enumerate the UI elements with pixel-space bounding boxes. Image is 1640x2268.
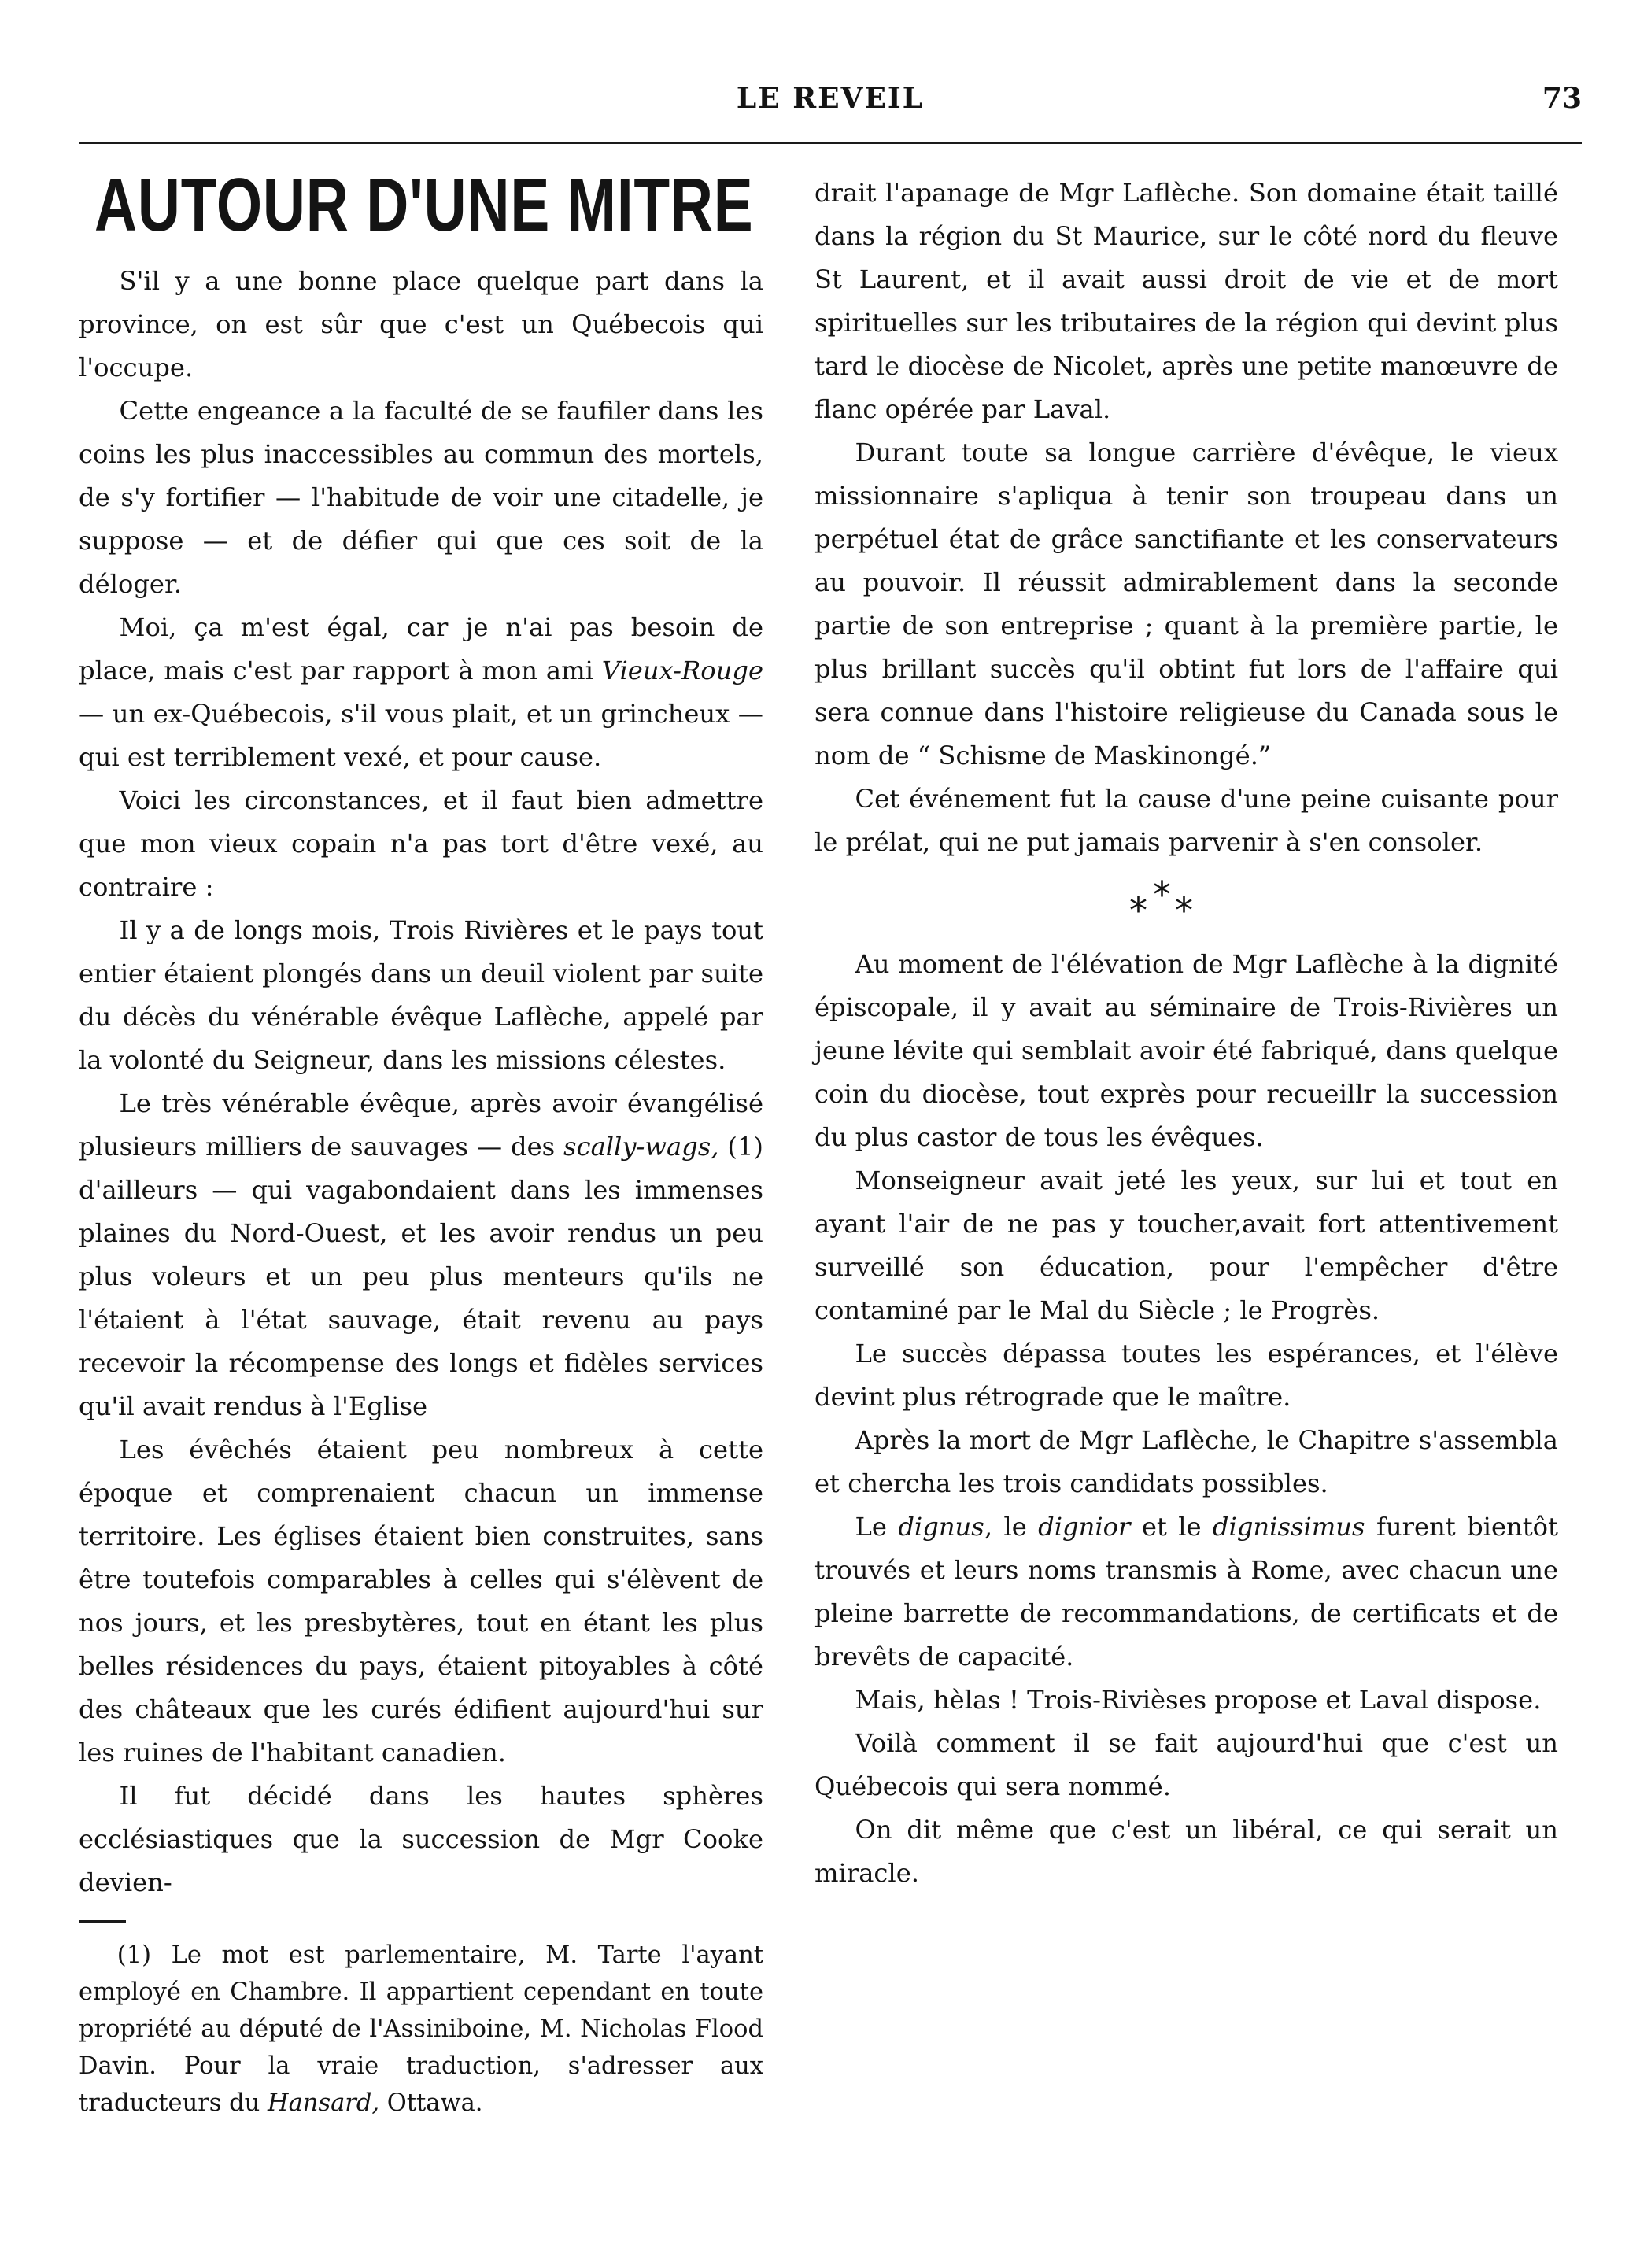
paragraph: Les évêchés étaient peu nombreux à cette époque et comprenaient chacun un immense territoire. Les églises étaient bien construites, sans être toutefois comparables à celles qui s'élèvent de nos jours, et les presbytères, tout en étant les plus belles résidences du pays, étaient pitoyables à côté des châteaux que les curés édifient aujourd'hui sur les ruines de l'habitant canadien.: [79, 1435, 763, 1767]
text-run: Le très vénérable évêque, après avoir évangélisé plusieurs milliers de sauvages — des: [79, 1088, 763, 1162]
text-run: Ottawa.: [379, 2089, 483, 2117]
paragraph: Monseigneur avait jeté les yeux, sur lui et tout en ayant l'air de ne pas y toucher,avait fort attentivement surveillé son éducation, pour l'empêcher d'être contaminé par le Mal du Siècle ; le Progrès.: [814, 1165, 1558, 1325]
italic-run: dignus: [898, 1512, 984, 1542]
asterism-separator: [814, 874, 1558, 932]
footnote: [79, 1937, 763, 2122]
italic-run: scally-wags,: [563, 1132, 719, 1162]
paragraph: Le succès dépassa toutes les espérances, et l'élève devint plus rétrograde que le maître.: [814, 1339, 1558, 1412]
paragraph: [79, 1082, 763, 1428]
asterisk: *: [1153, 874, 1171, 916]
page-header: [79, 76, 1582, 123]
paragraph: On dit même que c'est un libéral, ce qui serait un miracle.: [814, 1815, 1558, 1888]
paragraph: Durant toute sa longue carrière d'évêque, le vieux missionnaire s'apliqua à tenir son troupeau dans un perpétuel état de grâce sanctifiante et les conservateurs au pouvoir. Il réussit admirablement dans la seconde partie de son entreprise ; quant à la première partie, le plus brillant succès qu'il obtint fut lors de l'affaire qui sera connue dans l'histoire religieuse du Canada sous le nom de “ Schisme de Maskinongé.”: [814, 438, 1558, 770]
paragraph: Voici les circonstances, et il faut bien admettre que mon vieux copain n'a pas tort d'être vexé, au contraire :: [79, 785, 763, 902]
paragraph: Cette engeance a la faculté de se faufiler dans les coins les plus inaccessibles au commun des mortels, de s'y fortifier — l'habitude de voir une citadelle, je suppose — et de défier qui que ces soit de la déloger.: [79, 396, 763, 599]
text-run: Le: [855, 1512, 899, 1542]
italic-run: Vieux-Rouge: [601, 656, 763, 685]
header-rule: [79, 142, 1582, 144]
paragraph: [814, 1505, 1558, 1679]
text-run: — un ex-Québecois, s'il vous plait, et un grincheux — qui est terriblement vexé, et pour cause.: [79, 699, 763, 772]
italic-run: dignior: [1038, 1512, 1131, 1542]
text-run: et le: [1130, 1512, 1213, 1542]
paragraph: Cet événement fut la cause d'une peine cuisante pour le prélat, qui ne put jamais parvenir à s'en consoler.: [814, 784, 1558, 857]
italic-run: dignissimus: [1212, 1512, 1365, 1542]
text-run: (1) d'ailleurs — qui vagabondaient dans les immenses plaines du Nord-Ouest, et les avoir rendus un peu plus voleurs et un peu plus menteurs qu'ils ne l'étaient à l'état sauvage, était revenu au pays recevoir la récompense des longs et fidèles services qu'il avait rendus à l'Eglise: [79, 1132, 763, 1421]
paragraph: Au moment de l'élévation de Mgr Laflèche à la dignité épiscopale, il y avait au séminaire de Trois-Rivières un jeune lévite qui semblait avoir été fabriqué, dans quelque coin du diocèse, tout exprès pour recueillr la succession du plus castor de tous les évêques.: [814, 949, 1558, 1152]
article-headline: AUTOUR D'UNE MITRE: [94, 163, 754, 247]
journal-title: LE REVEIL: [736, 82, 925, 115]
paragraph: Mais, hèlas ! Trois-Rivièses propose et Laval dispose.: [855, 1685, 1542, 1715]
left-column: [79, 162, 763, 2122]
paragraph: Il y a de longs mois, Trois Rivières et le pays tout entier étaient plongés dans un deuil violent par suite du décès du vénérable évêque Laflèche, appelé par la volonté du Seigneur, dans les missions célestes.: [79, 915, 763, 1075]
paragraph: Voilà comment il se fait aujourd'hui que c'est un Québecois qui sera nommé.: [814, 1728, 1558, 1801]
paragraph: [79, 606, 763, 779]
paragraph: Il fut décidé dans les hautes sphères ecclésiastiques que la succession de Mgr Cooke devien-: [79, 1781, 763, 1897]
footnote-rule: [79, 1920, 126, 1923]
page-number: 73: [1542, 82, 1582, 115]
text-run: Moi, ça m'est égal, car je n'ai pas besoin de place, mais c'est par rapport à mon ami: [79, 612, 763, 685]
paragraph: Après la mort de Mgr Laflèche, le Chapitre s'assembla et chercha les trois candidats possibles.: [814, 1425, 1558, 1498]
text-run: (1) Le mot est parlementaire, M. Tarte l'ayant employé en Chambre. Il appartient cependant en toute propriété au député de l'Assiniboine, M. Nicholas Flood Davin. Pour la vraie traduction, s'adresser aux traducteurs du: [79, 1941, 763, 2117]
italic-run: Hansard,: [268, 2089, 380, 2117]
right-column: [814, 172, 1558, 1895]
text-run: , le: [984, 1512, 1039, 1542]
asterisk: *: [1175, 889, 1193, 932]
paragraph: drait l'apanage de Mgr Laflèche. Son domaine était taillé dans la région du St Maurice, sur le côté nord du fleuve St Laurent, et il avait aussi droit de vie et de mort spirituelles sur les tributaires de la région qui devint plus tard le diocèse de Nicolet, après une petite manœuvre de flanc opérée par Laval.: [814, 178, 1558, 424]
paragraph: S'il y a une bonne place quelque part dans la province, on est sûr que c'est un Québecois qui l'occupe.: [79, 266, 763, 382]
text-run: furent bientôt trouvés et leurs noms transmis à Rome, avec chacun une pleine barrette de recommandations, de certificats et de brevêts de capacité.: [814, 1512, 1558, 1671]
asterisk: *: [1129, 889, 1147, 932]
